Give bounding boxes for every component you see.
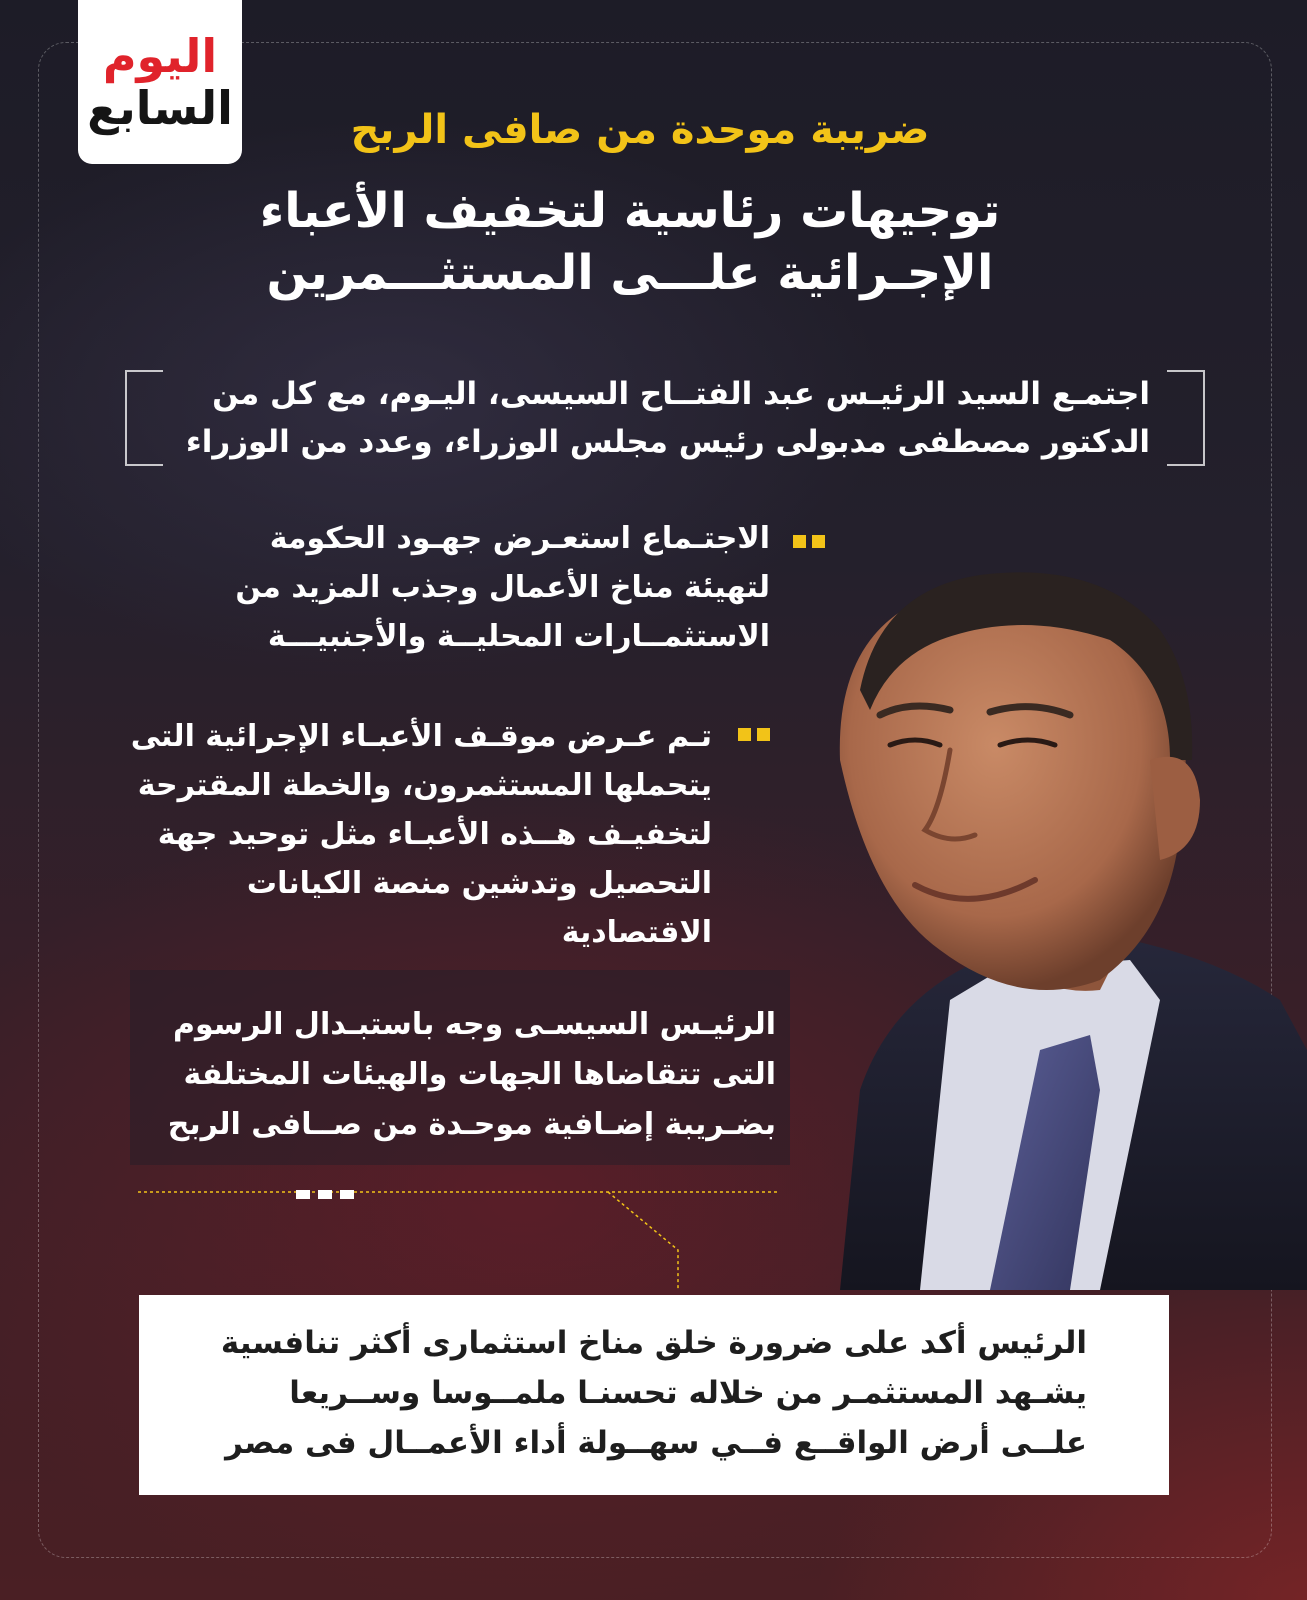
bullet-1-line2: لتهيئة مناخ الأعمال وجذب المزيد من <box>235 570 770 605</box>
final-line3: علــى أرض الواقــع فــي سهــولة أداء الأعمــال فى مصر <box>225 1425 1087 1461</box>
bullet-2-line3: لتخفيـف هــذه الأعبـاء مثل توحيد جهة <box>157 817 712 852</box>
bullet-1-line3: الاستثمــارات المحليــة والأجنبيـــة <box>267 619 770 654</box>
logo-line2: السابع <box>87 81 233 135</box>
bullet-2-line4: التحصيل وتدشين منصة الكيانات الاقتصادية <box>246 866 712 950</box>
bullet-2-line2: يتحملها المستثمرون، والخطة المقترحة <box>137 768 712 803</box>
headline-title <box>220 180 1040 304</box>
bullet-2 <box>100 712 712 957</box>
double-square-bullet-icon <box>793 535 825 548</box>
quote-line1: الرئيـس السيسـى وجه باستبـدال الرسوم <box>172 1007 776 1042</box>
final-line1: الرئيس أكد على ضرورة خلق مناخ استثمارى أكثر تنافسية <box>220 1325 1087 1361</box>
bullet-1-line1: الاجتـماع استعـرض جهـود الحكومة <box>269 521 770 556</box>
bracket-right <box>1167 370 1205 466</box>
bullet-1 <box>180 514 770 661</box>
quote-line3: بضـريبة إضـافية موحـدة من صــافى الربح <box>167 1107 776 1142</box>
double-square-bullet-icon <box>738 728 770 741</box>
logo-line1: اليوم <box>102 29 218 83</box>
intro-line2: الدكتور مصطفى مدبولى رئيس مجلس الوزراء، وعدد من الوزراء <box>185 424 1150 460</box>
president-portrait <box>800 530 1307 1290</box>
intro-text <box>180 370 1150 466</box>
bullet-2-line1: تـم عـرض موقـف الأعبـاء الإجرائية التى <box>130 719 712 754</box>
triple-square-separator-icon <box>138 1190 778 1290</box>
headline-subtitle: ضريبة موحدة من صافى الربح <box>350 107 930 153</box>
headline-title-line2: الإجـرائية علـــى المستثـــمرين <box>266 245 994 301</box>
brand-logo <box>78 0 242 164</box>
intro-line1: اجتمـع السيد الرئيـس عبد الفتــاح السيسى، اليـوم، مع كل من <box>212 376 1150 412</box>
quote-line2: التى تتقاضاها الجهات والهيئات المختلفة <box>183 1057 776 1092</box>
quote-text <box>150 1000 776 1150</box>
final-statement-text <box>170 1318 1087 1468</box>
intro-block <box>125 370 1205 466</box>
headline-title-line1: توجيهات رئاسية لتخفيف الأعباء <box>259 183 1001 239</box>
bracket-left <box>125 370 163 466</box>
final-line2: يشـهد المستثمـر من خلاله تحسنـا ملمــوسا وســريعا <box>289 1375 1087 1411</box>
